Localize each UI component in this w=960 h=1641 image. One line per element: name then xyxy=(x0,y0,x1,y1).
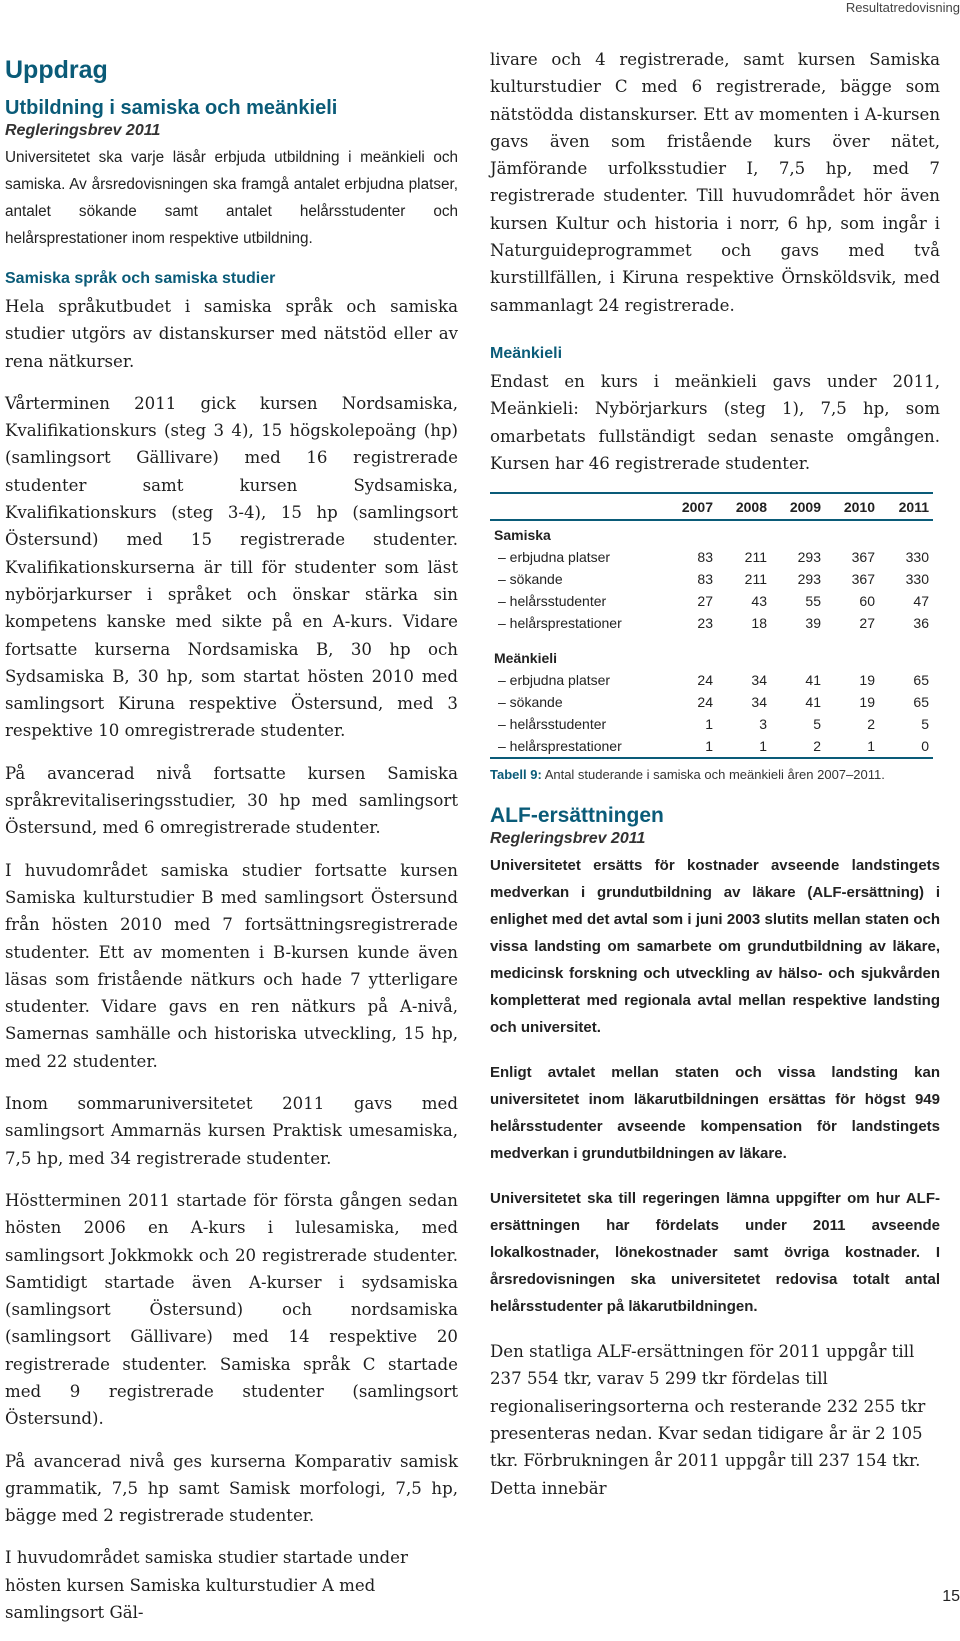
right-column xyxy=(490,46,940,1517)
year-header: 2011 xyxy=(879,493,933,520)
cell: 0 xyxy=(879,735,933,758)
table-row xyxy=(490,669,933,691)
paragraph: Hela språkutbudet i samiska språk och samiska studier utgörs av distanskurser med nätstöd eller av rena nätkurser. xyxy=(5,297,458,371)
cell: 5 xyxy=(921,716,929,733)
table-row xyxy=(490,735,933,758)
table-caption-label: Tabell 9: xyxy=(490,767,542,783)
table-group-row xyxy=(490,520,933,546)
cell: 293 xyxy=(797,571,821,588)
paragraph: I huvudområdet samiska studier fortsatte kursen Samiska kulturstudier B med samlingsort Östersund från hösten 2010 med 7 fortsättningsregistrerade studenter. Ett av momenten i B-kursen kunde även läsas som fristående nätkurs och hade 7 ytterligare studenter. Vidare gavs en ren nätkurs på A-nivå, Samernas samhälle och historiska utveckling, 15 hp, med 22 studenter. xyxy=(5,860,458,1071)
year-header: 2008 xyxy=(717,493,771,520)
continuation-paragraph: livare och 4 registrerade, samt kursen Samiska kulturstudier C med 6 registrerade, bägge som nätstödda distanskurser. Ett av momenten i A-kursen gavs även som fristående kurs över nätet, Jämförande urfolksstudier I, 7,5 hp, med 7 registrerade studenter. Till huvudområdet hör även kursen Kultur och historia i norr, 6 hp, som ingår i Naturguideprogrammet och gavs med två kurstillfällen, i Kiruna respektive Örnsköldsvik, med sammanlagt 24 registrerade. xyxy=(490,50,940,315)
table-group-row xyxy=(490,644,933,669)
cell: 330 xyxy=(905,549,929,566)
cell: 19 xyxy=(859,672,875,689)
cell: 1 xyxy=(663,735,717,758)
cell: 83 xyxy=(697,571,713,588)
row-label: – helårsprestationer xyxy=(498,615,622,632)
cell: 5 xyxy=(813,716,821,733)
page-number: 15 xyxy=(942,1588,960,1605)
cell: 65 xyxy=(913,672,929,689)
cell: 65 xyxy=(913,694,929,711)
cell: 211 xyxy=(744,549,767,566)
row-label: – sökande xyxy=(498,694,563,711)
cell: 367 xyxy=(851,571,875,588)
alf-assignment-paragraph: Enligt avtalet mellan staten och vissa landsting kan universitetet inom läkarutbildningen ersättas för högst 949 helårsstudenter avseende kompensation för landstingets medverkan i grundutbildningen av läkare. xyxy=(490,1064,940,1163)
group-label: Meänkieli xyxy=(494,650,558,667)
row-label: – sökande xyxy=(498,571,563,588)
table-row xyxy=(490,713,933,735)
cell: 60 xyxy=(859,593,875,610)
row-label: – erbjudna platser xyxy=(498,549,611,566)
section-heading: Utbildning i samiska och meänkieli xyxy=(5,97,338,119)
alf-assignment-paragraph: Universitetet ersätts för kostnader avseende landstingets medverkan i grundutbildning av läkare (ALF-ersättning) i enlighet med det avtal som i juni 2003 slutits mellan staten och vissa landsting om samarbete om grundutbildning av läkare, medicinsk forskning och utveckling av hälso- och sjukvården kompletterat med regionala avtal mellan respektive landsting och universitet. xyxy=(490,857,940,1037)
table-row xyxy=(490,568,933,590)
table-row xyxy=(490,546,933,568)
cell: 3 xyxy=(759,716,767,733)
cell: 34 xyxy=(751,672,767,689)
statistics-table xyxy=(490,492,933,759)
alf-reglering-label: Regleringsbrev 2011 xyxy=(490,830,646,848)
table-row xyxy=(490,590,933,612)
table-caption-text: Antal studerande i samiska och meänkieli åren 2007–2011. xyxy=(544,767,885,783)
paragraph: På avancerad nivå ges kurserna Komparativ samisk grammatik, 7,5 hp samt Samisk morfologi, 7,5 hp, bägge med 2 registrerade studenter. xyxy=(5,1451,458,1526)
cell: 47 xyxy=(913,593,929,610)
paragraph: Inom sommaruniversitetet 2011 gavs med samlingsort Ammarnäs kursen Praktisk umesamiska, 7,5 hp, med 34 registrerade studenter. xyxy=(5,1094,458,1168)
cell: 43 xyxy=(751,593,767,610)
cell: 55 xyxy=(805,593,821,610)
meankieli-paragraph: Endast en kurs i meänkieli gavs under 2011, Meänkieli: Nybörjarkurs (steg 1), 7,5 hp, som omarbetats fullständigt sedan senaste omgången. Kursen har 46 registrerade studenter. xyxy=(490,371,940,473)
cell: 41 xyxy=(805,672,821,689)
table-caption xyxy=(490,767,940,782)
year-header: 2009 xyxy=(771,493,825,520)
group-label: Samiska xyxy=(494,527,551,544)
running-header: Resultatredovisning xyxy=(845,0,960,15)
cell: 1 xyxy=(705,716,713,733)
subheading-samiska: Samiska språk och samiska studier xyxy=(5,270,276,287)
table-header-empty xyxy=(490,493,663,520)
cell: 293 xyxy=(797,549,821,566)
cell: 19 xyxy=(859,694,875,711)
assignment-text: Universitetet ska varje läsår erbjuda utbildning i meänkieli och samiska. Av årsredovisningen ska framgå antalet erbjudna platser, antalet sökande samt antalet helårsstudenter och helårsprestationer inom respektive utbildning. xyxy=(5,149,458,247)
cell: 27 xyxy=(697,593,713,610)
cell: 1 xyxy=(717,735,771,758)
cell: 34 xyxy=(751,694,767,711)
cell: 23 xyxy=(697,615,713,632)
year-header: 2007 xyxy=(663,493,717,520)
cell: 18 xyxy=(751,615,767,632)
alf-body-paragraph: Den statliga ALF-ersättningen för 2011 uppgår till 237 554 tkr, varav 5 299 tkr fördelas till regionaliseringsorterna och resterande 232 255 tkr presenteras nedan. Kvar sedan tidigare år är 2 105 tkr. Förbrukningen år 2011 uppgår till 237 154 tkr. Detta innebär xyxy=(490,1342,926,1498)
cell: 41 xyxy=(805,694,821,711)
table-header-row xyxy=(490,493,933,520)
paragraph: I huvudområdet samiska studier startade under hösten kursen Samiska kulturstudier A med samlingsort Gäl- xyxy=(5,1548,408,1623)
row-label: – helårsstudenter xyxy=(498,716,607,733)
cell: 1 xyxy=(825,735,879,758)
reglering-label: Regleringsbrev 2011 xyxy=(5,122,161,139)
cell: 2 xyxy=(867,716,875,733)
subheading-meankieli: Meänkieli xyxy=(490,344,563,362)
cell: 24 xyxy=(697,694,713,711)
cell: 2 xyxy=(771,735,825,758)
cell: 367 xyxy=(851,549,875,566)
cell: 83 xyxy=(697,549,713,566)
paragraph: På avancerad nivå fortsatte kursen Samiska språkrevitaliseringsstudier, 30 hp med samlingsort Östersund, med 6 omregistrerade studenter. xyxy=(5,763,458,838)
left-column xyxy=(5,46,458,1641)
cell: 211 xyxy=(744,571,767,588)
table-spacer xyxy=(490,634,933,644)
paragraph: Vårterminen 2011 gick kursen Nordsamiska, Kvalifikationskurs (steg 3 4), 15 högskolepoäng (hp) (samlingsort Gällivare) med 16 registrerade studenter samt kursen Sydsamiska, Kvalifikationskurs (steg 3-4), 15 hp (samlingsort Östersund) med 15 registrerade studenter. Kvalifikationskurserna är till för studenter som läst nybörjarkurser i språket och önskar stärka sin kompetens kanske med sikte på en A-kurs. Vidare fortsatte kurserna Nordsamiska B, 30 hp och Sydsamiska B, 30 hp, som startat hösten 2010 med samlingsort Kiruna respektive Östersund, med 3 respektive 10 omregistrerade studenter. xyxy=(5,393,458,741)
paragraph: Höstterminen 2011 startade för första gången sedan hösten 2006 en A-kurs i lulesamiska, med samlingsort Jokkmokk och 20 registrerade studenter. Samtidigt startade även A-kurser i sydsamiska (samlingsort Östersund) och nordsamiska (samlingsort Gällivare) med 14 respektive 20 registrerade studenter. Samiska språk C startade med 9 registrerade studenter (samlingsort Östersund). xyxy=(5,1190,458,1429)
row-label: – erbjudna platser xyxy=(498,672,611,689)
row-label: – helårsstudenter xyxy=(498,593,607,610)
cell: 39 xyxy=(805,615,821,632)
cell: 24 xyxy=(697,672,713,689)
page-title: Uppdrag xyxy=(5,56,108,84)
table-row xyxy=(490,691,933,713)
cell: 36 xyxy=(913,615,929,632)
alf-heading: ALF-ersättningen xyxy=(490,804,664,828)
year-header: 2010 xyxy=(825,493,879,520)
cell: 330 xyxy=(905,571,929,588)
cell: 27 xyxy=(859,615,875,632)
alf-assignment-paragraph: Universitetet ska till regeringen lämna uppgifter om hur ALF-ersättningen har fördelats under 2011 avseende lokalkostnader, lönekostnader samt övriga kostnader. I årsredovisningen ska universitetet redovisa totalt antal helårsstudenter på läkarutbildningen. xyxy=(490,1190,940,1316)
table-row xyxy=(490,612,933,634)
row-label: – helårsprestationer xyxy=(490,735,663,758)
